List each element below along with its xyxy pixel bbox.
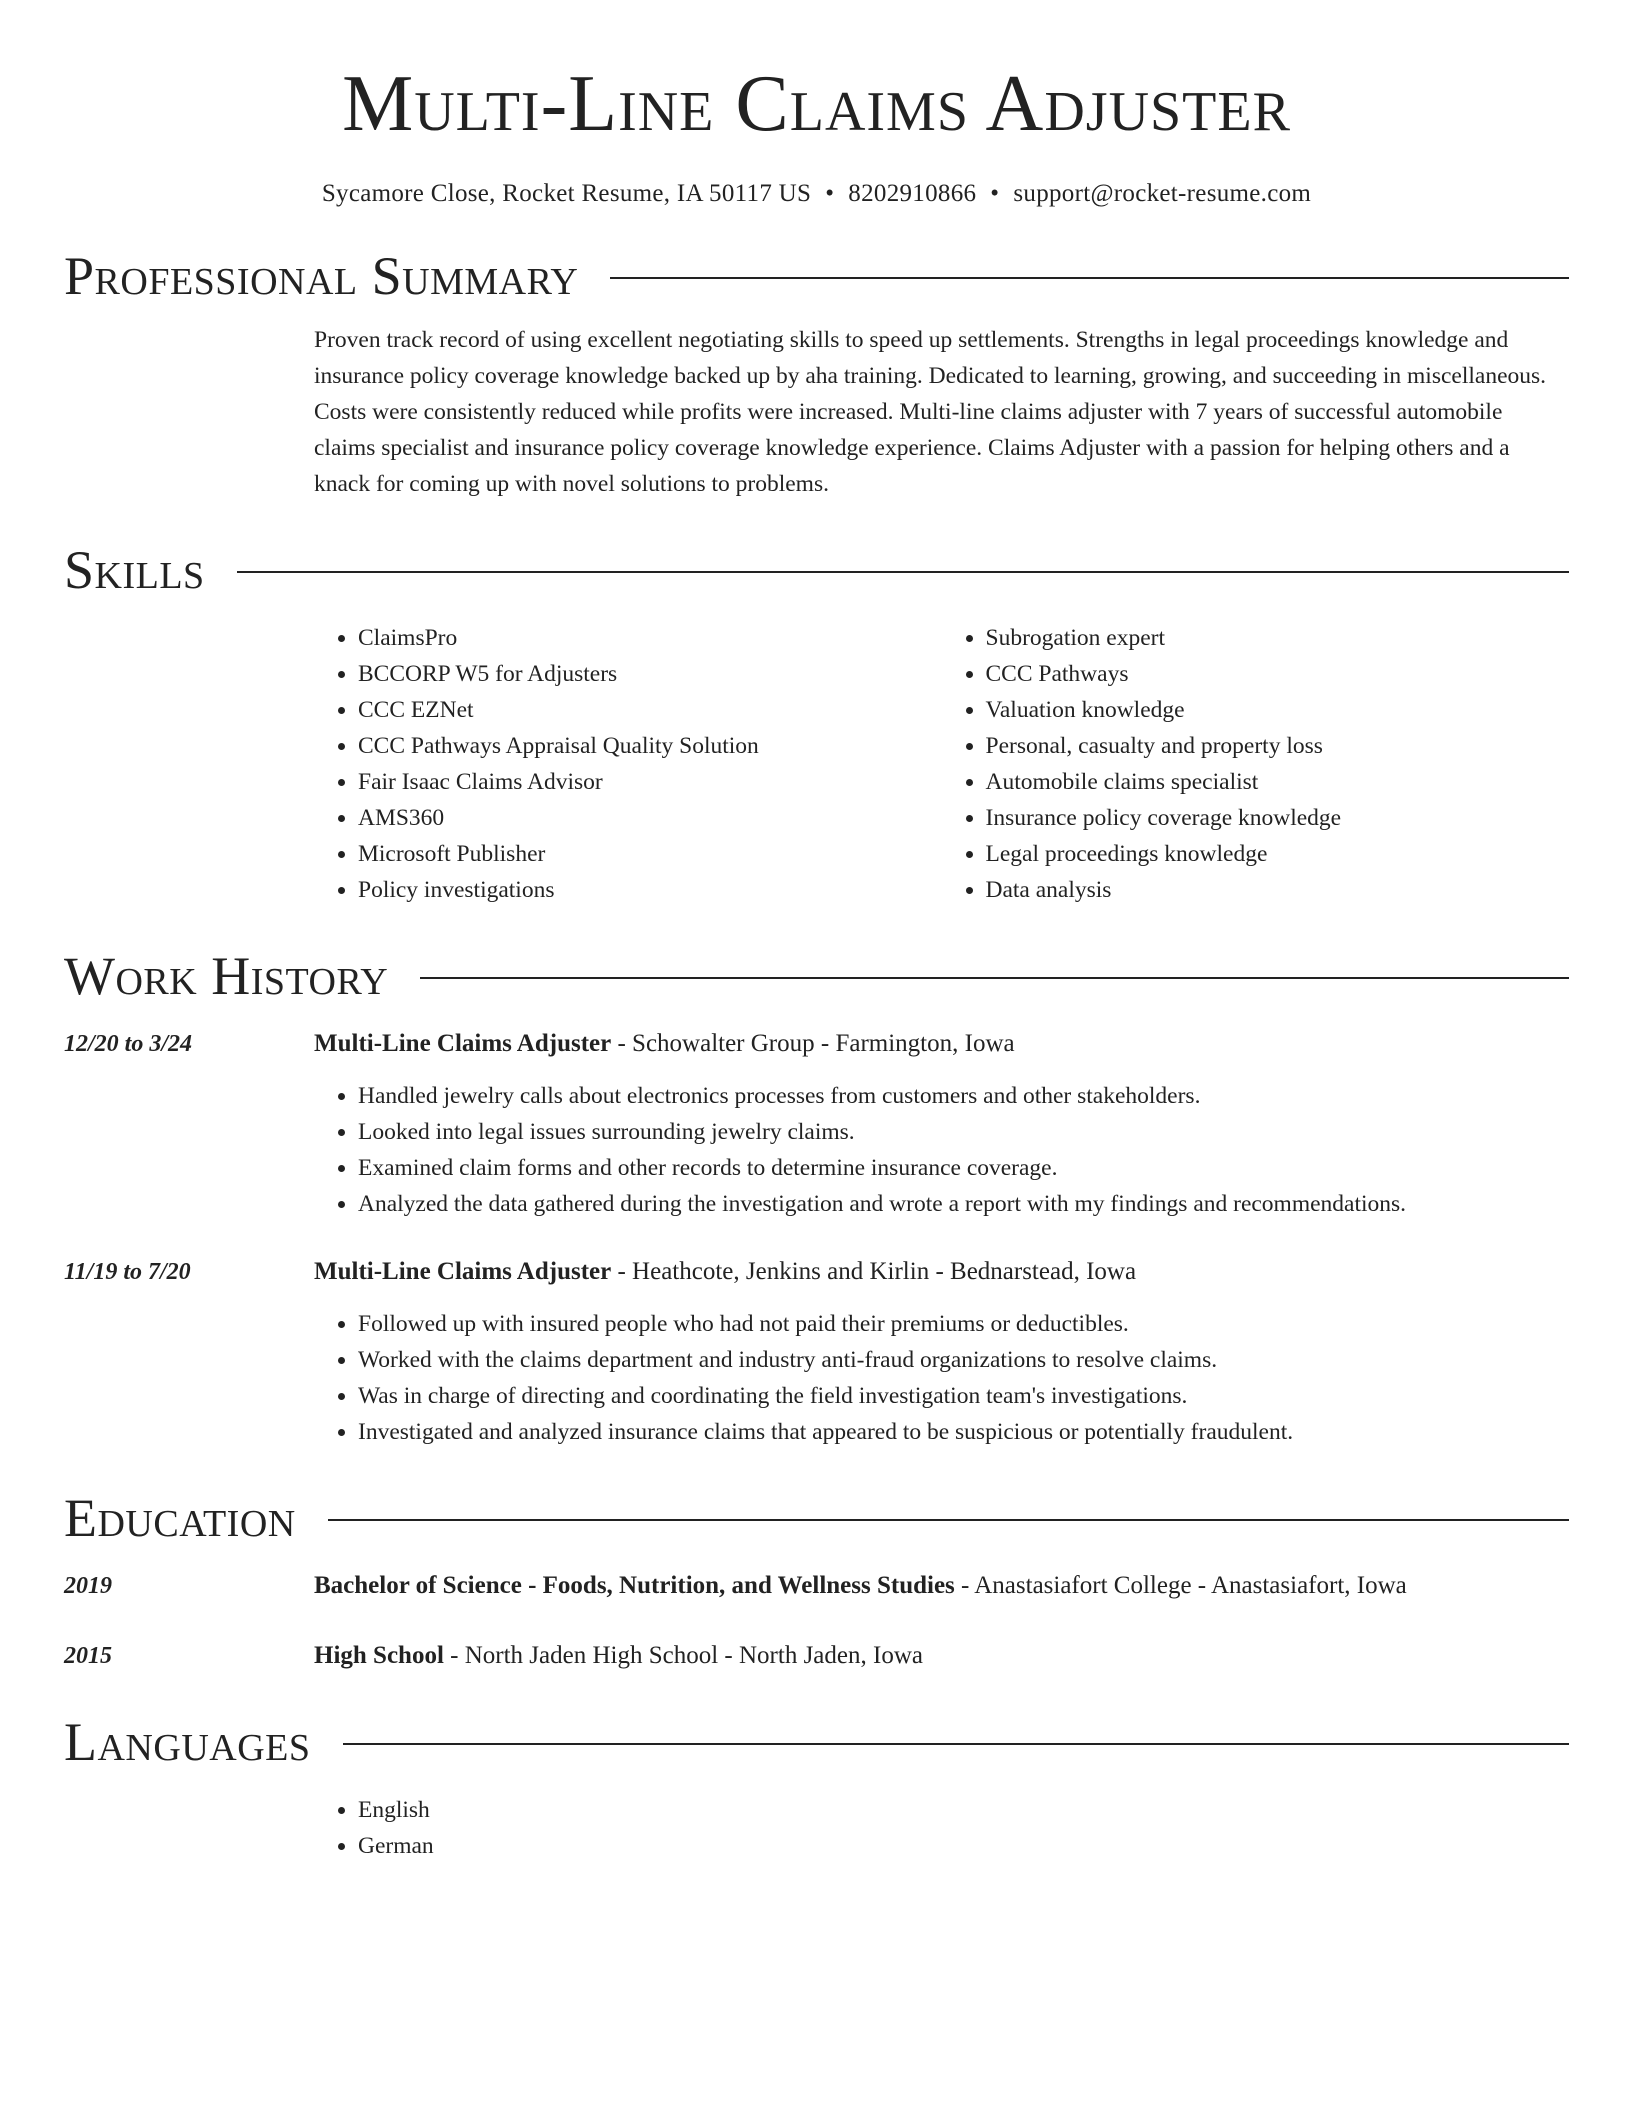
section-divider [237,571,1569,573]
education-degree: High School [314,1642,444,1669]
job-title-line [314,1026,1569,1062]
job-dates: 12/20 to 3/24 [64,1031,193,1057]
work-section-header [64,944,1569,1008]
education-heading: Education [64,1488,296,1548]
section-divider [328,1519,1569,1521]
contact-phone: 8202910866 [848,180,977,207]
job-bullet: • Investigated and analyzed insurance claims that appeared to be suspicious or potentially fraudulent. [358,1414,1569,1450]
education-line [314,1638,923,1674]
job-title: Multi-Line Claims Adjuster [314,1258,612,1285]
languages-items [314,1792,1569,1864]
job-bullet: • Was in charge of directing and coordinating the field investigation team's investigations. [358,1378,1569,1414]
section-divider [610,277,1569,279]
summary-heading: Professional Summary [64,246,579,306]
job-body [314,1254,1569,1450]
language-item: • English [358,1792,1569,1828]
skill-item: • Insurance policy coverage knowledge [986,800,1570,836]
job-details: - Heathcote, Jenkins and Kirlin - Bednarstead, Iowa [611,1258,1137,1285]
work-heading: Work History [64,946,389,1006]
education-details: - North Jaden High School - North Jaden, Iowa [443,1642,923,1669]
skills-heading: Skills [64,540,205,600]
job-title-line [314,1254,1569,1290]
job-bullet: • Worked with the claims department and industry anti-fraud organizations to resolve claims. [358,1342,1569,1378]
skill-item: • Policy investigations [358,872,942,908]
job-title: Multi-Line Claims Adjuster [314,1030,612,1057]
skills-column-left [314,620,942,908]
education-year: 2019 [64,1573,112,1599]
job-bullet: • Analyzed the data gathered during the investigation and wrote a report with my findings and recommendations. [358,1186,1569,1222]
education-line [314,1568,1407,1604]
skill-item: • Valuation knowledge [986,692,1570,728]
skill-item: • Legal proceedings knowledge [986,836,1570,872]
skill-item: • Microsoft Publisher [358,836,942,872]
skill-item: • CCC Pathways [986,656,1570,692]
education-entry [64,1568,1569,1604]
skill-item: • Automobile claims specialist [986,764,1570,800]
skill-item: • Data analysis [986,872,1570,908]
job-body [314,1026,1569,1222]
skill-item: • BCCORP W5 for Adjusters [358,656,942,692]
job-entry [64,1026,1569,1222]
skill-item: • Personal, casualty and property loss [986,728,1570,764]
skill-item: • CCC EZNet [358,692,942,728]
education-entry [64,1638,1569,1674]
contact-address: Sycamore Close, Rocket Resume, IA 50117 US [321,180,812,207]
skill-item: • Subrogation expert [986,620,1570,656]
summary-section-header [64,244,1569,308]
education-degree: Bachelor of Science - Foods, Nutrition, and Wellness Studies [314,1572,955,1599]
education-year: 2015 [64,1643,112,1669]
job-dates: 11/19 to 7/20 [64,1259,191,1285]
languages-list [314,1792,1569,1864]
contact-line [64,180,1569,208]
skills-column-right [942,620,1570,908]
skill-item: • ClaimsPro [358,620,942,656]
languages-heading: Languages [64,1712,311,1772]
contact-separator: • [990,180,1000,207]
job-bullet: • Followed up with insured people who had not paid their premiums or deductibles. [358,1306,1569,1342]
education-section-header [64,1486,1569,1550]
job-bullet: • Handled jewelry calls about electronics processes from customers and other stakeholders. [358,1078,1569,1114]
resume-name: Multi-Line Claims Adjuster [342,60,1291,148]
job-bullets [314,1306,1569,1450]
skills-section-header [64,538,1569,602]
job-details: - Schowalter Group - Farmington, Iowa [611,1030,1015,1057]
contact-email: support@rocket-resume.com [1013,180,1312,207]
skill-item: • Fair Isaac Claims Advisor [358,764,942,800]
contact-separator: • [825,180,835,207]
section-divider [343,1743,1570,1745]
education-details: - Anastasiafort College - Anastasiafort, Iowa [954,1572,1407,1599]
skill-item: • AMS360 [358,800,942,836]
job-bullets [314,1078,1569,1222]
section-divider [420,977,1569,979]
language-item: • German [358,1828,1569,1864]
summary-text: Proven track record of using excellent negotiating skills to speed up settlements. Strengths in legal proceedings knowledge and insurance policy coverage knowledge backed up by aha training. Dedicated to learning, growing, and succeeding in miscellaneous. Costs were consistently reduced while profits were increased. Multi-line claims adjuster with 7 years of successful automobile claims specialist and insurance policy coverage knowledge experience. Claims Adjuster with a passion for helping others and a knack for coming up with novel solutions to problems. [314,327,1547,497]
job-entry [64,1254,1569,1450]
job-bullet: • Looked into legal issues surrounding jewelry claims. [358,1114,1569,1150]
languages-section-header [64,1710,1569,1774]
skills-list [314,620,1569,908]
job-bullet: • Examined claim forms and other records to determine insurance coverage. [358,1150,1569,1186]
skill-item: • CCC Pathways Appraisal Quality Solution [358,728,942,764]
